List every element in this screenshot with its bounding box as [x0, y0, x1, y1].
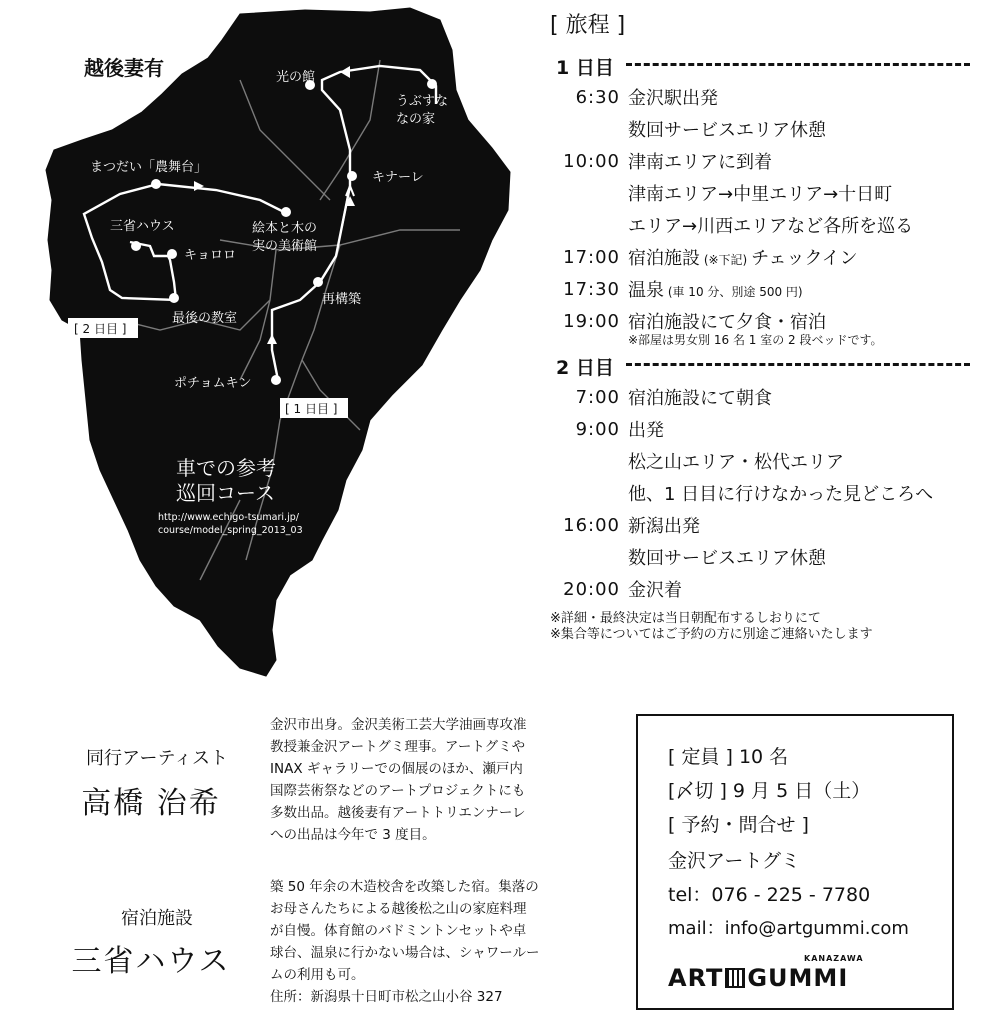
- logo-subtext: KANAZAWA: [804, 954, 864, 963]
- label-pochomkin: ポチョムキン: [174, 376, 252, 391]
- svg-text:[ 1 日目 ]: [ 1 日目 ]: [285, 402, 338, 416]
- schedule-row: 16:00 新潟出発: [563, 514, 700, 537]
- label-saigo: 最後の教室: [172, 311, 238, 326]
- schedule-row: 9:00 出発: [575, 418, 664, 441]
- day2-header: 2 日目: [556, 353, 988, 379]
- reserve-heading: [ 予約・問合せ ]: [668, 814, 809, 836]
- organizer: 金沢アートグミ: [668, 850, 801, 872]
- label-ubusuna-1: うぶすな: [396, 94, 449, 109]
- label-hikari: 光の館: [276, 70, 316, 85]
- day1-header: 1 日目: [556, 53, 988, 79]
- region-map: [40, 0, 540, 680]
- course-url-2: course/model_spring_2013_03: [158, 525, 303, 536]
- schedule-row: エリア→川西エリアなど各所を巡る: [628, 216, 914, 237]
- schedule-row: 他、1 日目に行けなかった見どころへ: [628, 484, 934, 505]
- course-url-1: http://www.echigo-tsumari.jp/: [158, 512, 299, 523]
- course-title-2: 巡回コース: [176, 481, 275, 505]
- schedule-row: 津南エリア→中里エリア→十日町: [628, 184, 893, 205]
- label-kinare: キナーレ: [372, 170, 424, 185]
- lodging-desc: 築 50 年余の木造校舎を改築した宿。集落の お母さんたちによる越後松之山の家庭料理 が自慢。体育館のバドミントンセットや卓 球台、温泉に行かない場合は、シャワールー ムの利用も可。 住所：新潟県十日町市松之山小谷 327: [270, 876, 610, 1008]
- label-ehon-1: 絵本と木の: [252, 221, 318, 236]
- label-sansho: 三省ハウス: [110, 219, 175, 234]
- schedule-row: 10:00 津南エリアに到着: [563, 150, 772, 173]
- schedule-row: 17:30 温泉 (車 10 分、別途 500 円): [563, 278, 803, 301]
- label-kyororo: キョロロ: [184, 248, 237, 263]
- label-ubusuna-2: なの家: [396, 112, 436, 127]
- day2-tag: [68, 318, 138, 338]
- artist-bio: 金沢市出身。金沢美術工芸大学油画専攻准 教授兼金沢アートグミ理事。アートグミや INAX ギャラリーでの個展のほか、瀬戸内 国際芸術祭などのアートプロジェクトにも 多数出品。越後妻有アートトリエンナーレ への出品は今年で 3 度目。: [270, 717, 527, 843]
- info-box: [636, 714, 954, 1010]
- schedule-row: 20:00 金沢着: [563, 578, 682, 601]
- schedule-row: 松之山エリア・松代エリア: [628, 452, 844, 473]
- notes: [548, 611, 988, 643]
- schedule-row: 数回サービスエリア休憩: [628, 120, 826, 141]
- artist-name: 高橋 治希: [81, 786, 221, 821]
- artist-caption: 同行アーティスト: [85, 748, 229, 769]
- schedule-row: 7:00 宿泊施設にて朝食: [575, 386, 772, 409]
- lodging-address: 住所：新潟県十日町市松之山小谷 327: [270, 989, 503, 1005]
- mail: mail：info@artgummi.com: [668, 918, 909, 939]
- tel: tel：076 - 225 - 7780: [668, 884, 871, 906]
- artgummi-logo: ART GUMMI: [668, 964, 849, 992]
- room-note: ※部屋は男女別 16 名 1 室の 2 段ベッドです。: [628, 333, 883, 347]
- deadline: [〆切 ] 9 月 5 日（土）: [668, 780, 871, 802]
- day1-tag: [280, 398, 348, 418]
- label-saikouchiku: 再構築: [322, 292, 362, 307]
- itinerary: [548, 8, 988, 643]
- schedule-row: 17:00 宿泊施設 (※下記) チェックイン: [563, 246, 858, 269]
- schedule-row: 19:00 宿泊施設にて夕食・宿泊: [563, 310, 826, 333]
- label-ehon-2: 実の美術館: [252, 239, 318, 254]
- region-title: 越後妻有: [84, 56, 164, 80]
- note-line: ※詳細・最終決定は当日朝配布するしおりにて: [550, 611, 821, 626]
- itinerary-title: [ 旅程 ]: [550, 13, 626, 38]
- lodging-caption: 宿泊施設: [121, 908, 193, 929]
- schedule-row: 6:30 金沢駅出発: [575, 86, 718, 109]
- svg-text:[ 2 日目 ]: [ 2 日目 ]: [74, 322, 127, 336]
- schedule-row: 数回サービスエリア休憩: [628, 548, 826, 569]
- logo-mark-icon: [725, 968, 745, 988]
- lodging-name: 三省ハウス: [71, 944, 231, 979]
- course-title-1: 車での参考: [176, 456, 276, 480]
- capacity: [ 定員 ] 10 名: [668, 746, 789, 768]
- note-line: ※集合等についてはご予約の方に別途ご連絡いたします: [550, 627, 873, 642]
- label-matsudai: まつだい「農舞台」: [90, 160, 208, 175]
